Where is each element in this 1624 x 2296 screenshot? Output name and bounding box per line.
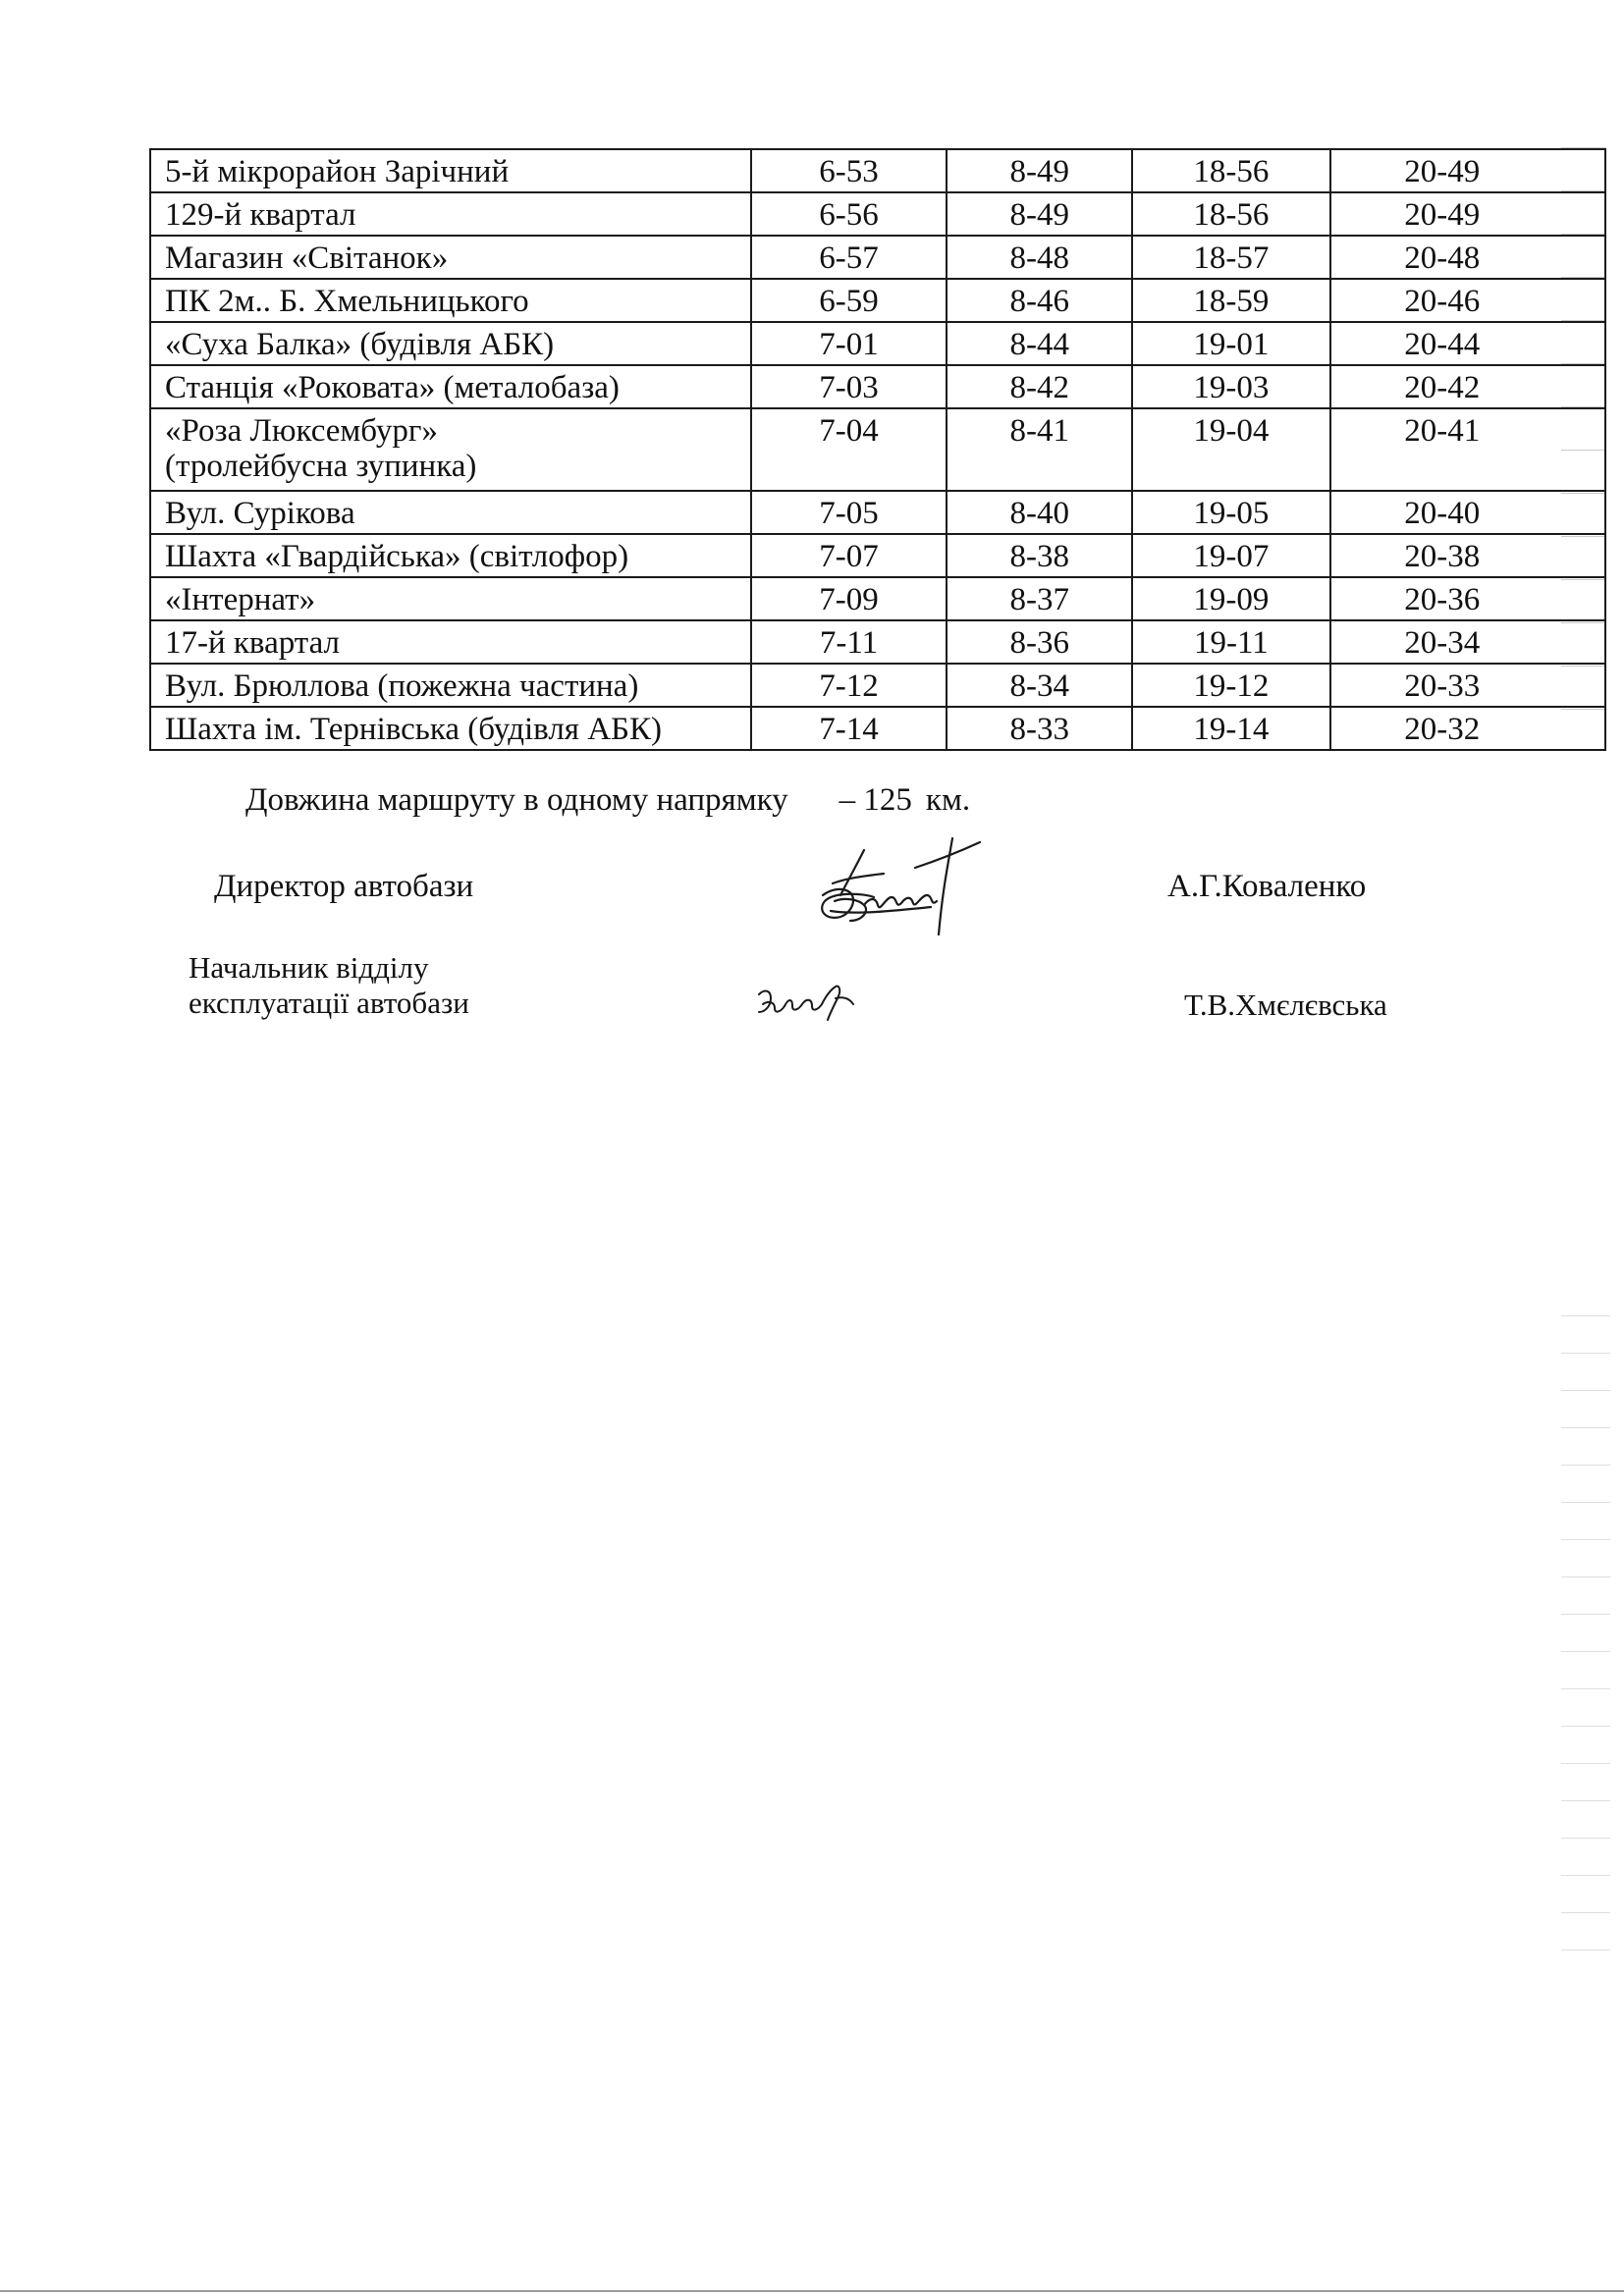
time-cell: 8-48	[947, 236, 1132, 279]
table-row	[150, 149, 1605, 192]
time-cell: 8-44	[947, 322, 1132, 365]
time-cell: 8-46	[947, 279, 1132, 322]
time-cell: 8-37	[947, 577, 1132, 620]
stop-name-line: (тролейбусна зупинка)	[165, 449, 477, 484]
stop-name-line: «Роза Люксембург»	[165, 413, 438, 449]
table-row	[150, 534, 1605, 577]
time-cell: 19-03	[1132, 365, 1329, 408]
time-cell: 6-57	[751, 236, 947, 279]
stop-name: Станція «Роковата» (металобаза)	[150, 365, 751, 408]
stop-name: «Суха Балка» (будівля АБК)	[150, 322, 751, 365]
director-signature	[805, 832, 1011, 940]
head-of-department-name: Т.В.Хмєлєвська	[1184, 988, 1387, 1022]
table-row	[150, 322, 1605, 365]
stop-name: 5-й мікрорайон Зарічний	[150, 149, 751, 192]
route-length-unit: км.	[925, 782, 971, 818]
head-title-line: експлуатації автобази	[189, 986, 469, 1020]
time-cell: 19-11	[1132, 620, 1329, 664]
table-row	[150, 192, 1605, 236]
table-row	[150, 491, 1605, 534]
time-cell: 20-33	[1330, 664, 1605, 707]
table-row	[150, 408, 1605, 491]
time-cell: 20-48	[1330, 236, 1605, 279]
time-cell: 20-44	[1330, 322, 1605, 365]
time-cell: 6-56	[751, 192, 947, 236]
route-length-label: Довжина маршруту в одному напрямку	[245, 782, 788, 818]
time-cell: 6-59	[751, 279, 947, 322]
time-cell: 18-57	[1132, 236, 1329, 279]
director-title: Директор автобази	[214, 869, 474, 904]
table-row	[150, 279, 1605, 322]
stop-name: Шахта ім. Тернівська (будівля АБК)	[150, 707, 751, 750]
time-cell: 7-11	[751, 620, 947, 664]
time-cell: 8-34	[947, 664, 1132, 707]
time-cell: 18-56	[1132, 192, 1329, 236]
time-cell: 7-09	[751, 577, 947, 620]
table-row	[150, 664, 1605, 707]
time-cell: 8-49	[947, 149, 1132, 192]
scan-artifact	[1561, 1315, 1610, 1953]
time-cell: 20-38	[1330, 534, 1605, 577]
time-cell: 19-09	[1132, 577, 1329, 620]
stop-name: Вул. Брюллова (пожежна частина)	[150, 664, 751, 707]
route-length-value: – 125	[839, 782, 912, 818]
table-row	[150, 707, 1605, 750]
time-cell: 7-01	[751, 322, 947, 365]
time-cell: 8-49	[947, 192, 1132, 236]
stop-name: Шахта «Гвардійська» (світлофор)	[150, 534, 751, 577]
table-row	[150, 577, 1605, 620]
time-cell: 8-38	[947, 534, 1132, 577]
stop-name: «Інтернат»	[150, 577, 751, 620]
time-cell: 20-49	[1330, 192, 1605, 236]
page-bottom-edge	[0, 2290, 1624, 2292]
time-cell: 18-59	[1132, 279, 1329, 322]
time-cell: 19-01	[1132, 322, 1329, 365]
time-cell: 7-14	[751, 707, 947, 750]
time-cell: 7-07	[751, 534, 947, 577]
schedule-table	[149, 148, 1606, 751]
stop-name: Вул. Сурікова	[150, 491, 751, 534]
time-cell: 20-46	[1330, 279, 1605, 322]
stop-name: ПК 2м.. Б. Хмельницького	[150, 279, 751, 322]
time-cell: 7-05	[751, 491, 947, 534]
time-cell: 6-53	[751, 149, 947, 192]
director-name: А.Г.Коваленко	[1167, 869, 1367, 904]
table-row	[150, 620, 1605, 664]
time-cell: 20-42	[1330, 365, 1605, 408]
time-cell: 19-05	[1132, 491, 1329, 534]
head-of-department-title	[189, 950, 469, 1021]
time-cell: 19-12	[1132, 664, 1329, 707]
time-cell: 7-03	[751, 365, 947, 408]
stop-name: 129-й квартал	[150, 192, 751, 236]
time-cell: 20-36	[1330, 577, 1605, 620]
time-cell: 7-12	[751, 664, 947, 707]
time-cell: 8-40	[947, 491, 1132, 534]
table-row	[150, 236, 1605, 279]
time-cell: 20-40	[1330, 491, 1605, 534]
time-cell: 20-32	[1330, 707, 1605, 750]
time-cell: 8-33	[947, 707, 1132, 750]
stop-name: 17-й квартал	[150, 620, 751, 664]
time-cell: 20-41	[1330, 408, 1605, 491]
time-cell: 8-41	[947, 408, 1132, 491]
table-row	[150, 365, 1605, 408]
time-cell: 19-07	[1132, 534, 1329, 577]
time-cell: 20-49	[1330, 149, 1605, 192]
time-cell: 19-04	[1132, 408, 1329, 491]
time-cell: 7-04	[751, 408, 947, 491]
head-title-line: Начальник відділу	[189, 950, 429, 985]
time-cell: 19-14	[1132, 707, 1329, 750]
time-cell: 18-56	[1132, 149, 1329, 192]
stop-name: Магазин «Світанок»	[150, 236, 751, 279]
head-signature	[751, 977, 874, 1026]
time-cell: 20-34	[1330, 620, 1605, 664]
time-cell: 8-42	[947, 365, 1132, 408]
route-length-line	[245, 782, 970, 819]
stop-name	[150, 408, 751, 491]
time-cell: 8-36	[947, 620, 1132, 664]
